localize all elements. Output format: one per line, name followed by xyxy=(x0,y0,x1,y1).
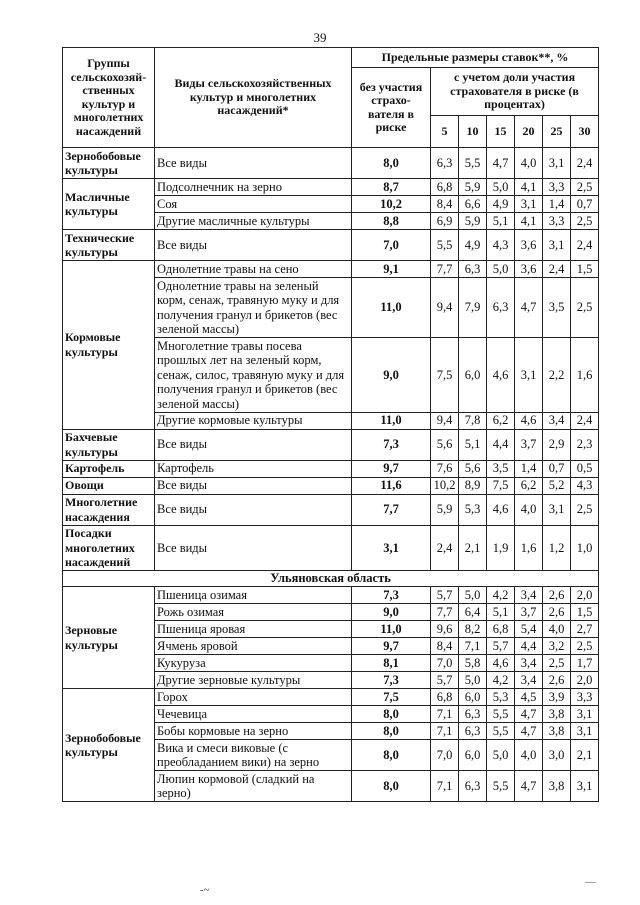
share-rate: 3,0 xyxy=(543,740,571,771)
share-rate: 8,4 xyxy=(431,638,459,655)
crop-group: Картофель xyxy=(63,460,155,477)
base-rate: 7,3 xyxy=(352,429,431,460)
share-rate: 7,8 xyxy=(459,412,487,429)
share-rate: 8,2 xyxy=(459,621,487,638)
share-rate: 6,3 xyxy=(459,706,487,723)
share-rate: 7,9 xyxy=(459,278,487,338)
page-number: 39 xyxy=(313,30,327,45)
header-share-level: 20 xyxy=(515,116,543,148)
base-rate: 7,0 xyxy=(352,230,431,261)
crop-type: Бобы кормовые на зерно xyxy=(155,723,352,740)
header-share-level: 10 xyxy=(459,116,487,148)
base-rate: 8,0 xyxy=(352,723,431,740)
base-rate: 11,6 xyxy=(352,477,431,494)
crop-group: Масличные культуры xyxy=(63,179,155,230)
share-rate: 5,5 xyxy=(487,723,515,740)
share-rate: 5,3 xyxy=(487,689,515,706)
base-rate: 9,1 xyxy=(352,261,431,278)
share-rate: 3,8 xyxy=(543,723,571,740)
share-rate: 3,3 xyxy=(543,179,571,196)
crop-type: Подсолнечник на зерно xyxy=(155,179,352,196)
share-rate: 7,5 xyxy=(487,477,515,494)
crop-type: Однолетние травы на сено xyxy=(155,261,352,278)
crop-group: Зерновые культуры xyxy=(63,587,155,689)
share-rate: 9,4 xyxy=(431,412,459,429)
base-rate: 8,0 xyxy=(352,740,431,771)
base-rate: 11,0 xyxy=(352,278,431,338)
share-rate: 2,6 xyxy=(543,587,571,604)
share-rate: 7,0 xyxy=(431,740,459,771)
crop-type: Все виды xyxy=(155,477,352,494)
share-rate: 2,3 xyxy=(571,429,599,460)
table-row xyxy=(63,587,599,604)
share-rate: 0,7 xyxy=(571,196,599,213)
share-rate: 5,0 xyxy=(487,261,515,278)
base-rate: 7,7 xyxy=(352,494,431,525)
share-rate: 6,3 xyxy=(459,261,487,278)
share-rate: 3,3 xyxy=(571,689,599,706)
share-rate: 8,4 xyxy=(431,196,459,213)
header-no-share: без участия страхо-вателя в риске xyxy=(352,68,431,148)
crop-type: Люпин кормовой (сладкий на зерно) xyxy=(155,771,352,802)
table-row xyxy=(63,689,599,706)
share-rate: 4,4 xyxy=(487,429,515,460)
crop-type: Пшеница озимая xyxy=(155,587,352,604)
share-rate: 2,7 xyxy=(571,621,599,638)
share-rate: 4,1 xyxy=(515,179,543,196)
crop-type: Другие зерновые культуры xyxy=(155,672,352,689)
crop-group: Зернобобовые культуры xyxy=(63,689,155,802)
share-rate: 4,0 xyxy=(515,740,543,771)
crop-group: Бахчевые культуры xyxy=(63,429,155,460)
share-rate: 6,8 xyxy=(487,621,515,638)
table-row xyxy=(63,179,599,196)
share-rate: 6,8 xyxy=(431,689,459,706)
crop-group: Зернобобовые культуры xyxy=(63,148,155,179)
share-rate: 4,7 xyxy=(515,706,543,723)
base-rate: 8,1 xyxy=(352,655,431,672)
share-rate: 1,0 xyxy=(571,525,599,571)
share-rate: 5,1 xyxy=(487,604,515,621)
share-rate: 6,0 xyxy=(459,338,487,413)
base-rate: 11,0 xyxy=(352,621,431,638)
crop-type: Горох xyxy=(155,689,352,706)
share-rate: 4,7 xyxy=(515,771,543,802)
share-rate: 1,5 xyxy=(571,604,599,621)
share-rate: 2,9 xyxy=(543,429,571,460)
base-rate: 7,5 xyxy=(352,689,431,706)
crop-type: Все виды xyxy=(155,148,352,179)
share-rate: 6,0 xyxy=(459,740,487,771)
share-rate: 2,4 xyxy=(543,261,571,278)
share-rate: 5,1 xyxy=(459,429,487,460)
share-rate: 2,5 xyxy=(571,494,599,525)
share-rate: 5,7 xyxy=(431,587,459,604)
share-rate: 5,9 xyxy=(459,213,487,230)
share-rate: 5,5 xyxy=(487,771,515,802)
share-rate: 4,7 xyxy=(487,148,515,179)
crop-group: Технические культуры xyxy=(63,230,155,261)
share-rate: 4,3 xyxy=(487,230,515,261)
share-rate: 3,7 xyxy=(515,604,543,621)
share-rate: 4,7 xyxy=(515,723,543,740)
share-rate: 5,5 xyxy=(487,706,515,723)
share-rate: 3,4 xyxy=(515,672,543,689)
share-rate: 3,5 xyxy=(543,278,571,338)
base-rate: 11,0 xyxy=(352,412,431,429)
crop-type: Многолетние травы посева прошлых лет на зеленый корм, сенаж, силос, травяную муку и для получения гранул и брикетов (вес зеленой массы) xyxy=(155,338,352,413)
table-row xyxy=(63,148,599,179)
share-rate: 2,0 xyxy=(571,587,599,604)
share-rate: 4,6 xyxy=(515,412,543,429)
base-rate: 3,1 xyxy=(352,525,431,571)
share-rate: 7,1 xyxy=(459,638,487,655)
share-rate: 4,0 xyxy=(515,148,543,179)
crop-group: Посадки многолетних насаждений xyxy=(63,525,155,571)
share-rate: 2,5 xyxy=(571,179,599,196)
share-rate: 3,1 xyxy=(515,196,543,213)
crop-group: Овощи xyxy=(63,477,155,494)
share-rate: 9,6 xyxy=(431,621,459,638)
crop-type: Все виды xyxy=(155,230,352,261)
share-rate: 4,4 xyxy=(515,638,543,655)
header-share-level: 30 xyxy=(571,116,599,148)
share-rate: 5,6 xyxy=(431,429,459,460)
base-rate: 8,0 xyxy=(352,706,431,723)
table-row xyxy=(63,429,599,460)
base-rate: 9,0 xyxy=(352,604,431,621)
share-rate: 6,6 xyxy=(459,196,487,213)
share-rate: 3,1 xyxy=(543,230,571,261)
share-rate: 3,9 xyxy=(543,689,571,706)
share-rate: 3,1 xyxy=(515,338,543,413)
share-rate: 5,2 xyxy=(543,477,571,494)
share-rate: 3,2 xyxy=(543,638,571,655)
share-rate: 2,6 xyxy=(543,672,571,689)
insurance-rates-table xyxy=(62,47,599,802)
share-rate: 6,8 xyxy=(431,179,459,196)
share-rate: 4,9 xyxy=(459,230,487,261)
share-rate: 3,1 xyxy=(543,494,571,525)
share-rate: 5,9 xyxy=(459,179,487,196)
base-rate: 9,0 xyxy=(352,338,431,413)
table-row xyxy=(63,230,599,261)
crop-group: Кормовые культуры xyxy=(63,261,155,430)
share-rate: 5,0 xyxy=(487,740,515,771)
crop-type: Ячмень яровой xyxy=(155,638,352,655)
header-share-level: 25 xyxy=(543,116,571,148)
share-rate: 7,1 xyxy=(431,723,459,740)
share-rate: 5,0 xyxy=(487,179,515,196)
share-rate: 5,9 xyxy=(431,494,459,525)
share-rate: 3,5 xyxy=(487,460,515,477)
share-rate: 1,4 xyxy=(543,196,571,213)
crop-type: Соя xyxy=(155,196,352,213)
share-rate: 6,2 xyxy=(487,412,515,429)
share-rate: 2,5 xyxy=(571,278,599,338)
share-rate: 4,6 xyxy=(487,494,515,525)
region-heading: Ульяновская область xyxy=(63,571,599,587)
share-rate: 3,4 xyxy=(543,412,571,429)
share-rate: 5,6 xyxy=(459,460,487,477)
share-rate: 1,4 xyxy=(515,460,543,477)
share-rate: 1,6 xyxy=(515,525,543,571)
header-max-rates: Предельные размеры ставок**, % xyxy=(352,48,599,68)
header-share-level: 15 xyxy=(487,116,515,148)
share-rate: 5,1 xyxy=(487,213,515,230)
scan-mark: — xyxy=(585,876,596,888)
share-rate: 6,3 xyxy=(459,723,487,740)
crop-type: Чечевица xyxy=(155,706,352,723)
crop-type: Все виды xyxy=(155,429,352,460)
crop-type: Другие масличные культуры xyxy=(155,213,352,230)
crop-type: Картофель xyxy=(155,460,352,477)
share-rate: 7,6 xyxy=(431,460,459,477)
share-rate: 5,4 xyxy=(515,621,543,638)
share-rate: 6,3 xyxy=(487,278,515,338)
share-rate: 1,5 xyxy=(571,261,599,278)
share-rate: 7,7 xyxy=(431,261,459,278)
crop-type: Рожь озимая xyxy=(155,604,352,621)
share-rate: 4,0 xyxy=(515,494,543,525)
share-rate: 4,6 xyxy=(487,655,515,672)
share-rate: 10,2 xyxy=(431,477,459,494)
table-row xyxy=(63,477,599,494)
table-row xyxy=(63,494,599,525)
base-rate: 9,7 xyxy=(352,460,431,477)
share-rate: 8,9 xyxy=(459,477,487,494)
share-rate: 2,4 xyxy=(571,230,599,261)
share-rate: 6,4 xyxy=(459,604,487,621)
share-rate: 2,5 xyxy=(571,638,599,655)
share-rate: 6,3 xyxy=(431,148,459,179)
base-rate: 9,7 xyxy=(352,638,431,655)
base-rate: 7,3 xyxy=(352,672,431,689)
base-rate: 8,8 xyxy=(352,213,431,230)
share-rate: 2,2 xyxy=(543,338,571,413)
share-rate: 5,0 xyxy=(459,672,487,689)
base-rate: 7,3 xyxy=(352,587,431,604)
share-rate: 6,9 xyxy=(431,213,459,230)
share-rate: 3,6 xyxy=(515,261,543,278)
share-rate: 4,1 xyxy=(515,213,543,230)
share-rate: 5,5 xyxy=(431,230,459,261)
table-row xyxy=(63,261,599,278)
share-rate: 7,7 xyxy=(431,604,459,621)
base-rate: 8,0 xyxy=(352,771,431,802)
share-rate: 3,1 xyxy=(571,706,599,723)
header-share-level: 5 xyxy=(431,116,459,148)
share-rate: 2,1 xyxy=(571,740,599,771)
share-rate: 6,3 xyxy=(459,771,487,802)
share-rate: 5,0 xyxy=(459,587,487,604)
base-rate: 8,7 xyxy=(352,179,431,196)
share-rate: 3,7 xyxy=(515,429,543,460)
share-rate: 2,4 xyxy=(571,412,599,429)
crop-type: Все виды xyxy=(155,494,352,525)
share-rate: 3,8 xyxy=(543,771,571,802)
header-crops: Виды сельскохозяйственных культур и многолетних насаждений* xyxy=(155,48,352,148)
header-with-share: с учетом доли участия страхователя в риске (в процентах) xyxy=(431,68,599,116)
share-rate: 5,7 xyxy=(431,672,459,689)
table-row xyxy=(63,525,599,571)
share-rate: 4,5 xyxy=(515,689,543,706)
share-rate: 4,7 xyxy=(515,278,543,338)
share-rate: 1,6 xyxy=(571,338,599,413)
share-rate: 3,4 xyxy=(515,587,543,604)
share-rate: 7,1 xyxy=(431,771,459,802)
share-rate: 2,0 xyxy=(571,672,599,689)
share-rate: 7,1 xyxy=(431,706,459,723)
share-rate: 7,5 xyxy=(431,338,459,413)
share-rate: 4,3 xyxy=(571,477,599,494)
scan-mark: -~ xyxy=(200,884,210,896)
share-rate: 5,8 xyxy=(459,655,487,672)
share-rate: 3,1 xyxy=(571,723,599,740)
share-rate: 0,5 xyxy=(571,460,599,477)
share-rate: 6,2 xyxy=(515,477,543,494)
table-row xyxy=(63,460,599,477)
crop-type: Все виды xyxy=(155,525,352,571)
share-rate: 2,1 xyxy=(459,525,487,571)
share-rate: 2,6 xyxy=(543,604,571,621)
share-rate: 6,0 xyxy=(459,689,487,706)
share-rate: 1,9 xyxy=(487,525,515,571)
share-rate: 3,4 xyxy=(515,655,543,672)
share-rate: 2,4 xyxy=(431,525,459,571)
share-rate: 2,4 xyxy=(571,148,599,179)
crop-type: Вика и смеси виковые (с преобладанием вики) на зерно xyxy=(155,740,352,771)
share-rate: 4,2 xyxy=(487,587,515,604)
base-rate: 10,2 xyxy=(352,196,431,213)
share-rate: 1,2 xyxy=(543,525,571,571)
share-rate: 9,4 xyxy=(431,278,459,338)
share-rate: 3,1 xyxy=(571,771,599,802)
share-rate: 3,6 xyxy=(515,230,543,261)
share-rate: 4,0 xyxy=(543,621,571,638)
share-rate: 1,7 xyxy=(571,655,599,672)
share-rate: 5,5 xyxy=(459,148,487,179)
share-rate: 7,0 xyxy=(431,655,459,672)
share-rate: 4,6 xyxy=(487,338,515,413)
share-rate: 0,7 xyxy=(543,460,571,477)
share-rate: 3,1 xyxy=(543,148,571,179)
share-rate: 2,5 xyxy=(571,213,599,230)
crop-type: Однолетние травы на зеленый корм, сенаж, травяную муку и для получения гранул и брикетов (вес зеленой массы) xyxy=(155,278,352,338)
crop-group: Многолетние насаждения xyxy=(63,494,155,525)
crop-type: Пшеница яровая xyxy=(155,621,352,638)
base-rate: 8,0 xyxy=(352,148,431,179)
share-rate: 3,3 xyxy=(543,213,571,230)
share-rate: 3,8 xyxy=(543,706,571,723)
share-rate: 4,2 xyxy=(487,672,515,689)
share-rate: 4,9 xyxy=(487,196,515,213)
share-rate: 5,3 xyxy=(459,494,487,525)
header-groups: Группы сельскохозяй-ственных культур и многолетних насаждений xyxy=(63,48,155,148)
crop-type: Другие кормовые культуры xyxy=(155,412,352,429)
share-rate: 5,7 xyxy=(487,638,515,655)
share-rate: 2,5 xyxy=(543,655,571,672)
crop-type: Кукуруза xyxy=(155,655,352,672)
